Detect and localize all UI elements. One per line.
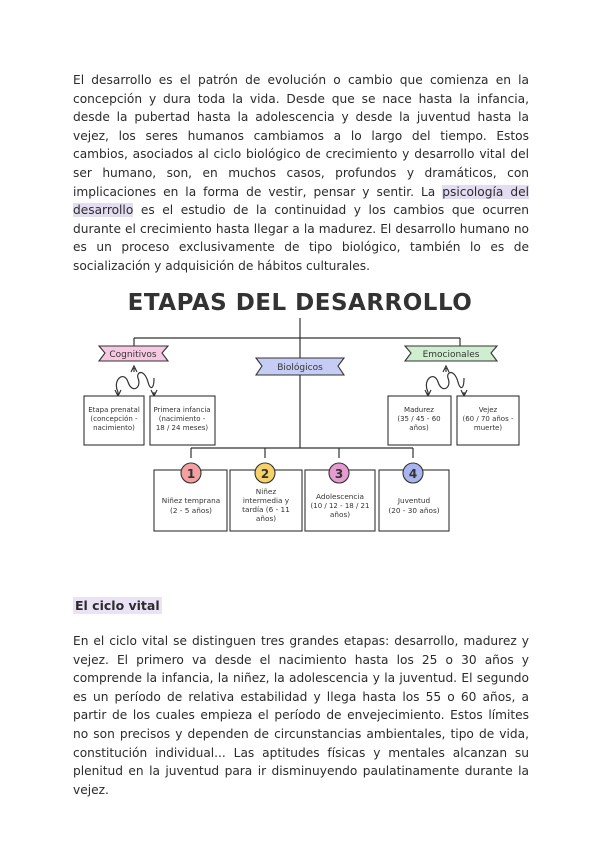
diagram-title: ETAPAS DEL DESARROLLO xyxy=(127,290,473,316)
stage-line: intermedia y xyxy=(242,496,290,505)
stage-line: Juventud xyxy=(397,496,431,505)
stage-line: (2 - 5 años) xyxy=(170,506,212,515)
stage-line: años) xyxy=(329,510,351,519)
stage-4-number: 4 xyxy=(408,467,418,481)
emotional-box-old-age xyxy=(457,396,519,445)
cognitive-box-infancy xyxy=(150,396,215,445)
box-line: Primera infancia xyxy=(153,406,211,414)
stage-line: Niñez temprana xyxy=(161,496,221,505)
stage-line: (10 / 12 - 18 / 21 xyxy=(310,502,370,510)
box-line: Madurez xyxy=(404,406,434,414)
stage-line: (20 - 30 años) xyxy=(388,506,440,515)
cognitive-box-prenatal xyxy=(84,396,144,445)
box-line: (60 / 70 años - xyxy=(462,415,514,423)
category-emotional xyxy=(405,346,497,361)
category-emotional-label: Emocionales xyxy=(422,350,480,360)
box-line: nacimiento) xyxy=(93,424,135,432)
box-line: años) xyxy=(409,424,429,432)
category-biological-label: Biológicos xyxy=(277,363,323,373)
box-line: Etapa prenatal xyxy=(88,406,140,414)
box-line: (nacimiento - xyxy=(158,415,206,423)
stage-line: años) xyxy=(255,514,277,523)
box-line: (concepción - xyxy=(90,415,138,423)
stage-1-number: 1 xyxy=(186,467,196,481)
box-line: Vejez xyxy=(478,406,498,414)
stage-line: tardía (6 - 11 xyxy=(242,505,290,514)
stage-3-adolescence xyxy=(305,463,375,531)
intro-text-1: El desarrollo es el patrón de evolución o cambio que comienza en la concepción y dura toda la vida. Desde que se nace hasta la infancia, desde la pubertad hasta la adolescencia y desde la juventud hasta la vejez, los seres humanos cambiamos a lo largo del tiempo. Estos cambios, asociados al ciclo biológico de crecimiento y desarrollo vital del ser humano, son, en muchos casos, profundos y dramáticos, con implicaciones en la forma de vestir, pensar y sentir. La xyxy=(73,73,529,199)
category-cognitive-label: Cognitivos xyxy=(109,350,157,360)
emotional-box-maturity xyxy=(388,396,451,445)
intro-text-2: es el estudio de la continuidad y los cambios que ocurren durante el crecimiento hasta llegar a la madurez. El desarrollo humano no es un proceso exclusivamente de tipo biológico, también lo es de socialización y adquisición de hábitos culturales. xyxy=(73,203,529,273)
box-line: (35 / 45 - 60 xyxy=(397,415,441,423)
category-biological xyxy=(256,358,344,375)
stage-4-youth xyxy=(379,463,449,531)
stage-1-early-childhood xyxy=(154,463,227,531)
stage-line: Adolescencia xyxy=(316,492,364,501)
section-paragraph: En el ciclo vital se distinguen tres grandes etapas: desarrollo, madurez y vejez. El primero va desde el nacimiento hasta los 25 o 30 años y comprende la infancia, la niñez, la adolescencia y la juventud. El segundo es un período de relativa estabilidad y llega hasta los 55 o 60 años, a partir de los cuales empieza el período de envejecimiento. Estos límites no son precisos y dependen de circunstancias ambientales, tipo de vida, constitución individual... Las aptitudes físicas y mentales alcanzan su plenitud en la juventud para ir disminuyendo paulatinamente durante la vejez. xyxy=(73,634,529,797)
box-line: 18 / 24 meses) xyxy=(155,424,209,432)
category-cognitive xyxy=(99,346,168,361)
stage-2-number: 2 xyxy=(260,467,270,481)
highlighted-term: psicología del desarrollo xyxy=(73,184,529,218)
stage-3-number: 3 xyxy=(334,467,344,481)
box-line: muerte) xyxy=(473,424,503,432)
stage-2-middle-childhood xyxy=(230,463,302,531)
section-heading: El ciclo vital xyxy=(75,598,160,613)
stage-line: Niñez xyxy=(255,487,277,496)
